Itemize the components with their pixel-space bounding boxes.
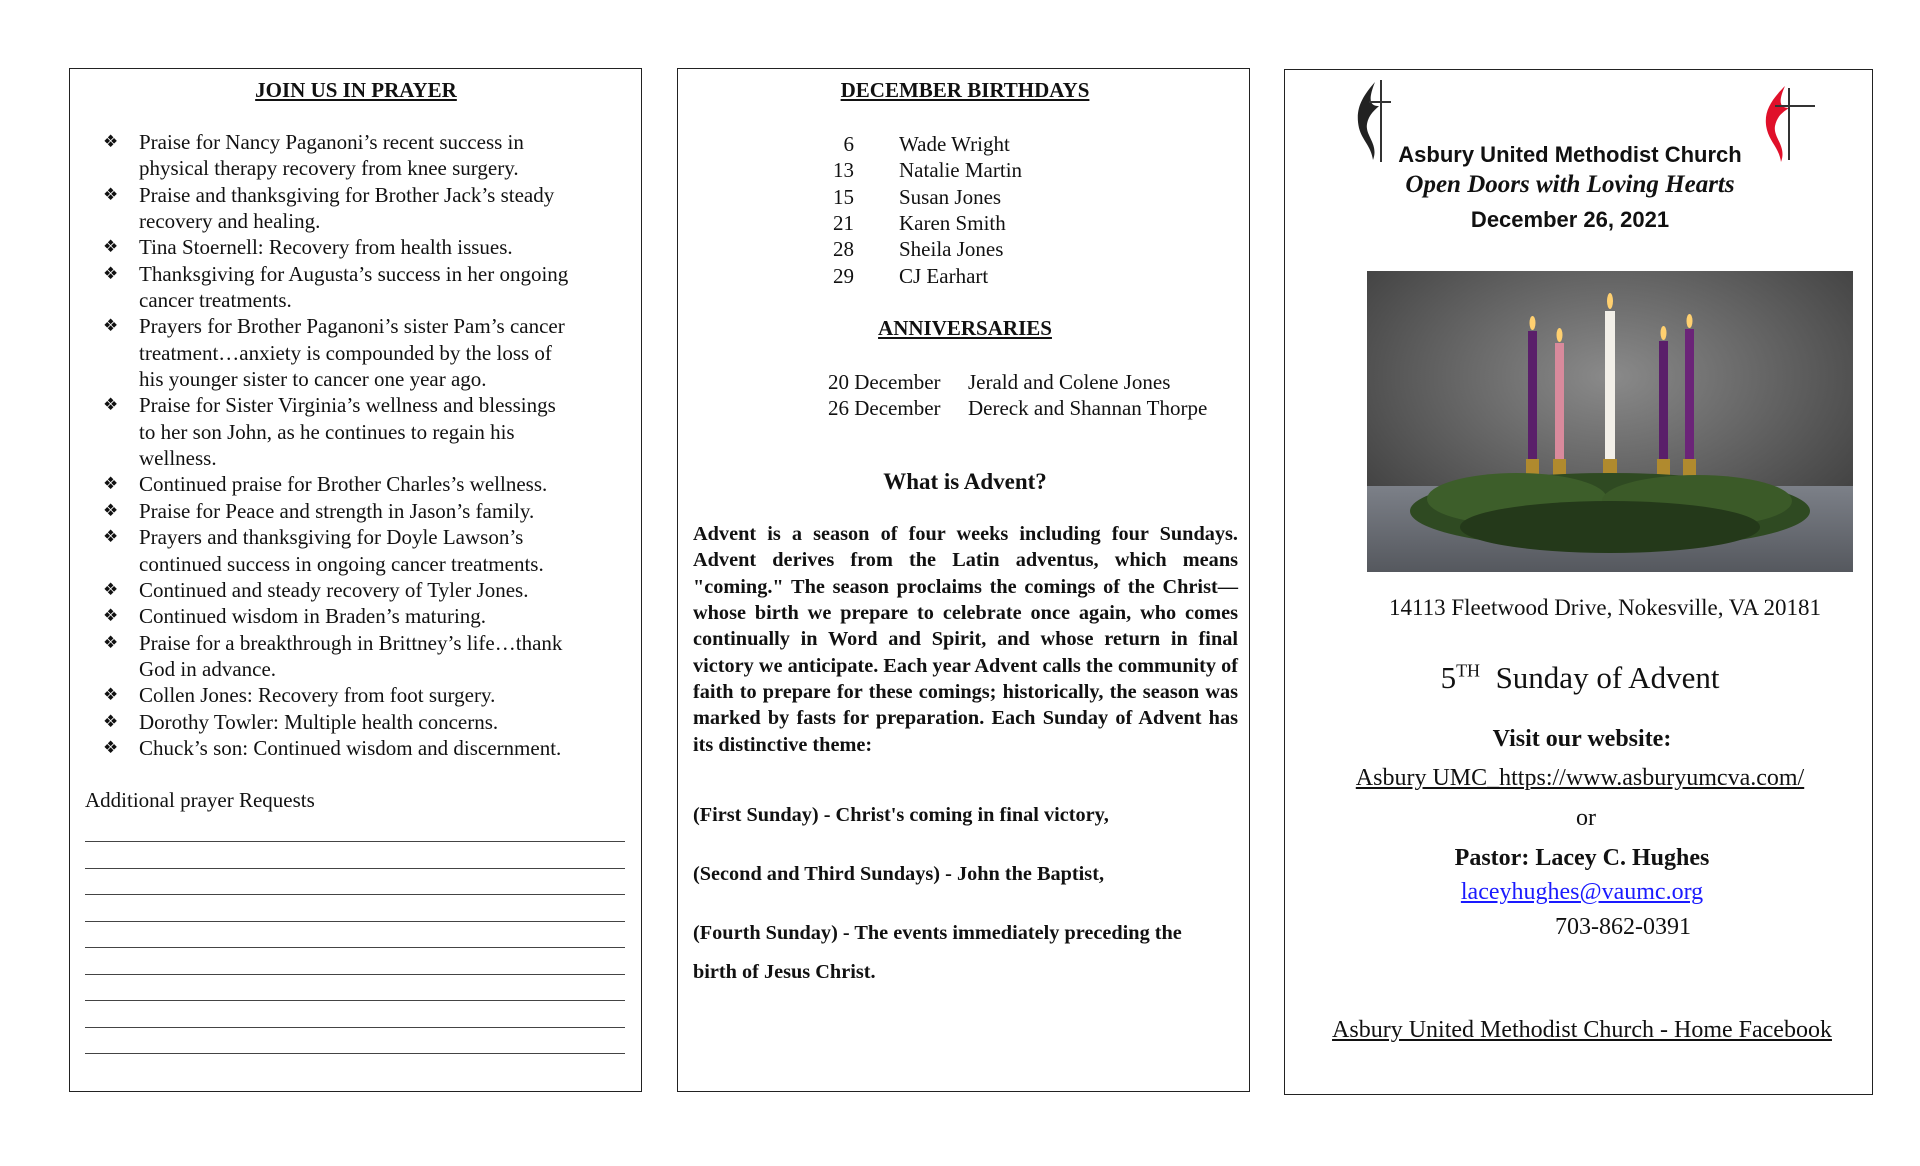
prayer-item xyxy=(103,524,593,577)
prayer-item-text: Prayers for Brother Paganoni’s sister Pam’s cancer treatment…anxiety is compounded by the loss of his younger sister to cancer one year ago. xyxy=(139,314,565,392)
birthday-day: 6 xyxy=(843,132,854,156)
cross-flame-logo-red xyxy=(1761,84,1817,164)
anniversaries-title: ANNIVERSARIES xyxy=(878,316,1052,340)
birthday-name: Susan Jones xyxy=(899,184,1002,209)
prayer-request-line[interactable] xyxy=(85,868,625,869)
diamond-bullet-icon: ❖ xyxy=(103,474,119,494)
birthday-day: 29 xyxy=(833,263,854,288)
prayer-item xyxy=(103,630,593,683)
prayer-request-line[interactable] xyxy=(85,921,625,922)
prayer-item-text: Prayers and thanksgiving for Doyle Lawson’s continued success in ongoing cancer treatments. xyxy=(139,525,544,576)
birthday-name: Wade Wright xyxy=(899,132,1010,156)
birthday-name: Sheila Jones xyxy=(899,237,1004,262)
prayer-item xyxy=(103,313,593,392)
sunday-text: Sunday of Advent xyxy=(1495,660,1720,695)
sunday-number: 5 xyxy=(1440,660,1457,695)
prayer-item xyxy=(103,603,593,629)
prayer-item-text: Dorothy Towler: Multiple health concerns. xyxy=(139,709,499,734)
prayer-item xyxy=(103,498,593,524)
prayer-item-text: Tina Stoernell: Recovery from health issues. xyxy=(139,235,513,260)
diamond-bullet-icon: ❖ xyxy=(103,685,119,705)
diamond-bullet-icon: ❖ xyxy=(103,132,119,151)
prayer-item xyxy=(103,577,593,603)
or-text: or xyxy=(1576,805,1596,831)
prayer-request-line[interactable] xyxy=(85,1053,625,1054)
prayer-item-text: Thanksgiving for Augusta’s success in her ongoing cancer treatments. xyxy=(139,261,569,313)
prayer-item-text: Praise for a breakthrough in Brittney’s life…thank God in advance. xyxy=(139,630,563,681)
prayer-item xyxy=(103,182,593,235)
bulletin-date: December 26, 2021 xyxy=(1470,207,1670,232)
prayer-item-text: Continued wisdom in Braden’s maturing. xyxy=(139,604,487,629)
diamond-bullet-icon: ❖ xyxy=(103,184,119,204)
prayer-item-text: Continued praise for Brother Charles’s wellness. xyxy=(139,472,548,497)
pastor-email-link[interactable]: laceyhughes@vaumc.org xyxy=(1460,879,1704,905)
birthday-day: 21 xyxy=(833,211,854,236)
prayer-request-line[interactable] xyxy=(85,894,625,895)
anniversary-date: 26 December xyxy=(828,396,941,421)
prayer-request-line[interactable] xyxy=(85,947,625,948)
prayer-request-line[interactable] xyxy=(85,841,625,842)
prayer-item-text: Chuck’s son: Continued wisdom and discernment. xyxy=(139,735,562,760)
advent-fourth-sunday-cont: birth of Jesus Christ. xyxy=(693,961,876,983)
birthday-name: Karen Smith xyxy=(899,211,1006,236)
prayer-item xyxy=(103,682,593,708)
prayer-item-text: Praise for Peace and strength in Jason’s family. xyxy=(139,498,535,523)
pastor-phone: 703-862-0391 xyxy=(1555,914,1691,940)
diamond-bullet-icon: ❖ xyxy=(103,606,119,626)
diamond-bullet-icon: ❖ xyxy=(103,263,119,283)
prayer-title: JOIN US IN PRAYER xyxy=(255,78,457,102)
facebook-link[interactable]: Asbury United Methodist Church - Home Facebook xyxy=(1332,1017,1832,1043)
advent-candles-photo xyxy=(1367,271,1853,572)
anniversary-date: 20 December xyxy=(828,370,941,394)
diamond-bullet-icon: ❖ xyxy=(103,527,119,547)
prayer-item xyxy=(103,735,593,761)
birthdays-title: DECEMBER BIRTHDAYS xyxy=(840,78,1090,102)
prayer-item xyxy=(103,709,593,735)
prayer-item xyxy=(103,261,593,314)
diamond-bullet-icon: ❖ xyxy=(103,316,119,336)
prayer-request-line[interactable] xyxy=(85,974,625,975)
birthday-day: 13 xyxy=(833,158,854,183)
diamond-bullet-icon: ❖ xyxy=(103,395,119,415)
birthdays-panel xyxy=(677,68,1250,1092)
cross-flame-logo-black xyxy=(1353,80,1393,164)
visit-website-label: Visit our website: xyxy=(1492,726,1672,752)
prayer-item xyxy=(103,129,593,182)
sunday-ordinal: TH xyxy=(1456,660,1481,681)
advent-second-third-sundays: (Second and Third Sundays) - John the Baptist, xyxy=(693,863,1105,885)
church-address: 14113 Fleetwood Drive, Nokesville, VA 20181 xyxy=(1388,595,1822,620)
birthday-day: 15 xyxy=(833,184,854,209)
birthday-name: Natalie Martin xyxy=(899,158,1023,183)
anniversary-names: Dereck and Shannan Thorpe xyxy=(968,396,1208,421)
diamond-bullet-icon: ❖ xyxy=(103,237,119,257)
diamond-bullet-icon: ❖ xyxy=(103,500,119,520)
prayer-item-text: Praise and thanksgiving for Brother Jack’s steady recovery and healing. xyxy=(139,182,555,234)
birthday-day: 28 xyxy=(833,237,854,262)
cover-panel xyxy=(1284,69,1873,1095)
advent-paragraph: Advent is a season of four weeks including four Sundays. Advent derives from the Latin adventus, which means "coming." The season proclaims the comings of the Christ—whose birth we prepare to celebrate once again, who comes continually in Word and Spirit, and whose return in final victory we anticipate. Each year Advent calls the community of faith to prepare for these comings; historically, the season was marked by fasts for preparation. Each Sunday of Advent has its distinctive theme: xyxy=(693,523,1238,756)
prayer-request-line[interactable] xyxy=(85,1027,625,1028)
church-tagline: Open Doors with Loving Hearts xyxy=(1405,171,1735,198)
diamond-bullet-icon: ❖ xyxy=(103,737,119,757)
prayer-item xyxy=(103,392,593,471)
prayer-panel xyxy=(69,68,642,1092)
church-name: Asbury United Methodist Church xyxy=(1398,142,1742,167)
website-link[interactable]: Asbury UMC_https://www.asburyumcva.com/ xyxy=(1355,765,1805,791)
diamond-bullet-icon: ❖ xyxy=(103,711,119,731)
advent-first-sunday: (First Sunday) - Christ's coming in final victory, xyxy=(693,804,1109,826)
prayer-item-text: Praise for Sister Virginia’s wellness and blessings to her son John, as he continues to regain his wellness. xyxy=(139,393,556,471)
prayer-item xyxy=(103,471,593,497)
additional-prayer-label: Additional prayer Requests xyxy=(85,788,315,812)
advent-fourth-sunday: (Fourth Sunday) - The events immediately preceding the xyxy=(693,922,1182,944)
diamond-bullet-icon: ❖ xyxy=(103,632,119,652)
diamond-bullet-icon: ❖ xyxy=(103,579,119,599)
pastor-name: Pastor: Lacey C. Hughes xyxy=(1454,845,1710,871)
anniversary-names: Jerald and Colene Jones xyxy=(968,370,1171,394)
prayer-item xyxy=(103,234,593,260)
sunday-heading xyxy=(1441,660,1720,696)
prayer-item-text: Continued and steady recovery of Tyler Jones. xyxy=(139,577,529,602)
prayer-request-line[interactable] xyxy=(85,1000,625,1001)
prayer-item-text: Collen Jones: Recovery from foot surgery. xyxy=(139,683,496,708)
birthday-name: CJ Earhart xyxy=(899,263,989,288)
prayer-list xyxy=(103,129,593,761)
prayer-item-text: Praise for Nancy Paganoni’s recent success in physical therapy recovery from knee surgery. xyxy=(139,130,524,181)
advent-title: What is Advent? xyxy=(883,469,1047,494)
